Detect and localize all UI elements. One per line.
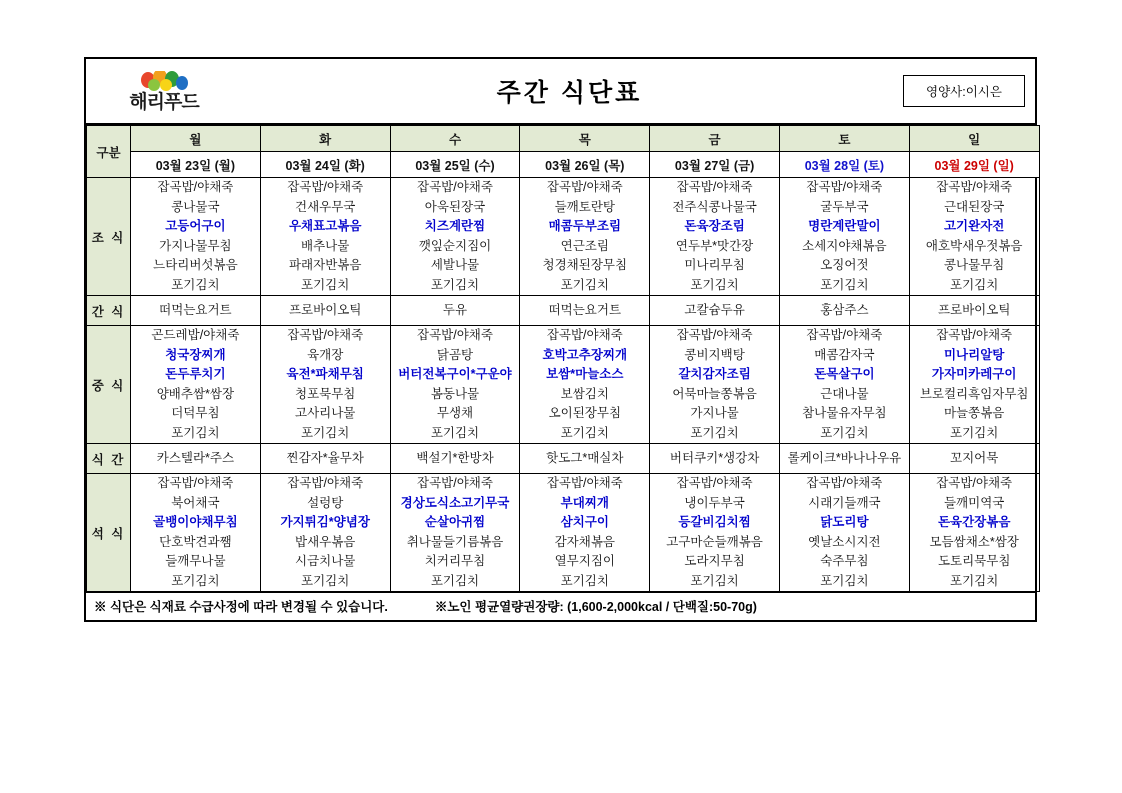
menu-item: 잡곡밥/야채죽: [417, 180, 493, 194]
snack-cell: 백설기*한방차: [390, 444, 520, 474]
menu-item: 콩나물무침: [943, 258, 1005, 272]
meal-cell: [520, 178, 650, 296]
header-date-4: 03월 27일 (금): [650, 152, 780, 178]
menu-item: 육전*파채무침: [286, 367, 364, 381]
menu-item: 포기김치: [560, 573, 609, 588]
menu-item: 잡곡밥/야채죽: [546, 180, 623, 194]
menu-item: 콩비지백탕: [684, 347, 745, 362]
menu-item: 잡곡밥/야채죽: [546, 476, 623, 490]
menu-item: 콩나물국: [171, 199, 220, 214]
menu-item: 청경채된장무침: [542, 258, 628, 272]
header-day-6: 일: [909, 126, 1039, 152]
header-date-2: 03월 25일 (수): [390, 152, 520, 178]
menu-item: 잡곡밥/야채죽: [287, 476, 364, 490]
snack-cell: 찐감자*율무차: [260, 444, 390, 474]
menu-item: 포기김치: [560, 277, 609, 292]
menu-item: 청포묵무침: [295, 386, 356, 401]
meal-cell: [131, 326, 261, 444]
weekly-menu-table: [86, 125, 1040, 592]
menu-item: 돈두루치기: [165, 367, 226, 381]
meal-cell: [650, 178, 780, 296]
header-date-0: 03월 23일 (월): [131, 152, 261, 178]
menu-item: 취나물들기름볶음: [406, 534, 504, 549]
meal-cell: [650, 326, 780, 444]
menu-item: 가자미카레구이: [931, 367, 1017, 381]
menu-item: 깻잎순지짐이: [418, 238, 492, 253]
menu-item: 가지튀김*양념장: [280, 515, 370, 529]
menu-item: 매콤두부조림: [548, 219, 622, 233]
menu-item: 포기김치: [301, 277, 350, 292]
menu-item: 포기김치: [820, 277, 869, 292]
menu-item: 도토리묵무침: [937, 554, 1011, 568]
footer-note-left: ※ 식단은 식재료 수급사정에 따라 변경될 수 있습니다.: [94, 600, 388, 614]
menu-item: 양배추쌈*쌈장: [156, 386, 235, 401]
menu-item: 잡곡밥/야채죽: [676, 328, 753, 342]
menu-item: 포기김치: [171, 573, 220, 588]
meal-cell: [779, 178, 909, 296]
meal-cell: [779, 326, 909, 444]
menu-item: 포기김치: [560, 425, 609, 440]
meal-cell: [520, 474, 650, 592]
company-logo: [86, 71, 236, 112]
menu-item: 돈목살구이: [814, 367, 875, 381]
menu-item: 포기김치: [690, 573, 739, 588]
meal-cell: [390, 178, 520, 296]
menu-item: 호박고추장찌개: [542, 347, 628, 362]
header-date-1: 03월 24일 (화): [260, 152, 390, 178]
menu-item: 갈치감자조림: [678, 367, 751, 381]
menu-item: 마늘쫑볶음: [943, 406, 1005, 420]
menu-item: 포기김치: [171, 425, 220, 440]
menu-item: 잡곡밥/야채죽: [546, 328, 623, 342]
page-title: 주간 식단표: [496, 79, 643, 107]
footer-note: [86, 592, 1035, 620]
menu-item: 육개장: [307, 347, 344, 362]
menu-item: 포기김치: [820, 425, 869, 440]
menu-item: 배추나물: [301, 238, 350, 253]
menu-item: 포기김치: [430, 573, 480, 588]
menu-item: 잡곡밥/야채죽: [157, 476, 234, 490]
menu-item: 도라지무침: [684, 554, 745, 568]
header-day-5: 토: [779, 126, 909, 152]
menu-item: 닭곰탕: [436, 347, 474, 362]
menu-item: 봄동나물: [430, 386, 480, 401]
header-day-1: 화: [260, 126, 390, 152]
menu-item: 북어채국: [171, 495, 220, 510]
menu-item: 가지나물: [690, 406, 739, 420]
snack-cell: 롤케이크*바나나우유: [779, 444, 909, 474]
menu-item: 숙주무침: [820, 554, 869, 568]
menu-item: 포기김치: [820, 573, 869, 588]
menu-item: 연두부*맛간장: [675, 238, 754, 253]
menu-item: 치커리무침: [424, 554, 486, 568]
header-day-2: 수: [390, 126, 520, 152]
menu-item: 단호박견과쨈: [159, 534, 232, 549]
menu-item: 경상도식소고기무국: [400, 495, 510, 510]
snack-cell: 고칼슘두유: [650, 296, 780, 326]
row-label-2: 중 식: [87, 326, 131, 444]
menu-item: 설렁탕: [307, 495, 344, 510]
menu-item: 냉이두부국: [684, 495, 745, 510]
menu-item: 더덕무침: [171, 406, 220, 420]
header-date-6: 03월 29일 (일): [909, 152, 1039, 178]
menu-item: 포기김치: [690, 277, 739, 292]
header-day-4: 금: [650, 126, 780, 152]
meal-cell: [390, 326, 520, 444]
snack-cell: 떠먹는요거트: [131, 296, 261, 326]
meal-cell: [390, 474, 520, 592]
menu-item: 열무지짐이: [554, 554, 615, 568]
snack-cell: 떠먹는요거트: [520, 296, 650, 326]
row-label-1: 간 식: [87, 296, 131, 326]
menu-item: 잡곡밥/야채죽: [417, 328, 493, 342]
menu-item: 들깨무나물: [165, 554, 226, 568]
snack-cell: 버터쿠키*생강차: [650, 444, 780, 474]
menu-item: 고구마순들깨볶음: [666, 534, 763, 549]
menu-item: 포기김치: [430, 277, 480, 292]
menu-item: 포기김치: [690, 425, 739, 440]
snack-cell: 프로바이오틱: [260, 296, 390, 326]
menu-item: 아욱된장국: [424, 199, 486, 214]
footer-note-right: ※노인 평균열량권장량: (1,600-2,000kcal / 단백질:50-70g): [434, 600, 757, 614]
menu-item: 전주식콩나물국: [672, 199, 757, 214]
menu-item: 모듬쌈채소*쌈장: [929, 534, 1019, 549]
menu-item: 골뱅이야채무침: [153, 515, 238, 529]
menu-item: 돈육간장볶음: [937, 515, 1011, 529]
menu-item: 오이된장무침: [548, 406, 622, 420]
menu-item: 순살아귀찜: [424, 515, 486, 529]
menu-item: 잡곡밥/야채죽: [287, 180, 364, 194]
sheet-header: [86, 59, 1035, 125]
menu-item: 옛날소시지전: [808, 534, 881, 549]
menu-item: 미나리무침: [684, 258, 745, 272]
snack-cell: 두유: [390, 296, 520, 326]
menu-item: 시금치나물: [295, 554, 356, 568]
menu-item: 포기김치: [950, 425, 999, 440]
menu-item: 잡곡밥/야채죽: [936, 476, 1013, 490]
menu-item: 잡곡밥/야채죽: [936, 328, 1013, 342]
menu-item: 부대찌개: [560, 495, 609, 510]
menu-item: 고기완자전: [943, 219, 1005, 233]
meal-cell: [260, 326, 390, 444]
menu-item: 잡곡밥/야채죽: [806, 328, 883, 342]
menu-item: 느타리버섯볶음: [153, 258, 238, 272]
nutritionist-label: 영양사:이시은: [903, 75, 1025, 107]
snack-cell: 카스텔라*주스: [131, 444, 261, 474]
menu-item: 잡곡밥/야채죽: [936, 180, 1013, 194]
menu-item: 시래기들깨국: [808, 495, 881, 510]
menu-item: 어묵마늘쫑볶음: [672, 386, 757, 401]
menu-item: 닭도리탕: [820, 515, 869, 529]
menu-item: 고등어구이: [165, 219, 226, 233]
menu-item: 포기김치: [301, 425, 350, 440]
snack-cell: 꼬지어묵: [909, 444, 1039, 474]
meal-cell: [909, 326, 1039, 444]
menu-item: 잡곡밥/야채죽: [676, 180, 753, 194]
menu-item: 잡곡밥/야채죽: [417, 476, 493, 490]
menu-item: 잡곡밥/야채죽: [676, 476, 753, 490]
menu-item: 돈육장조림: [684, 219, 745, 233]
menu-item: 미나리알탕: [943, 347, 1005, 362]
menu-item: 오징어젓: [820, 258, 869, 272]
menu-item: 고사리나물: [295, 406, 356, 420]
menu-item: 잡곡밥/야채죽: [806, 180, 883, 194]
meal-cell: [520, 326, 650, 444]
menu-item: 연근조림: [560, 238, 609, 253]
header-day-3: 목: [520, 126, 650, 152]
snack-cell: 핫도그*매실차: [520, 444, 650, 474]
menu-item: 세발나물: [430, 258, 480, 272]
header-day-0: 월: [131, 126, 261, 152]
menu-item: 근대된장국: [943, 199, 1005, 214]
menu-sheet: [84, 57, 1037, 622]
menu-item: 애호박새우젓볶음: [925, 238, 1023, 253]
menu-item: 감자채볶음: [554, 534, 615, 549]
menu-item: 무생채: [436, 406, 474, 420]
menu-item: 우채표고볶음: [288, 219, 362, 233]
menu-item: 들깨토란탕: [554, 199, 615, 214]
snack-cell: 홍삼주스: [779, 296, 909, 326]
menu-item: 포기김치: [950, 277, 999, 292]
menu-item: 매콤감자국: [814, 347, 875, 362]
menu-item: 잡곡밥/야채죽: [806, 476, 883, 490]
menu-item: 포기김치: [430, 425, 480, 440]
menu-item: 소세지야채볶음: [802, 238, 887, 253]
menu-item: 굴두부국: [820, 199, 869, 214]
menu-item: 청국장찌개: [165, 347, 226, 362]
row-label-3: 식 간: [87, 444, 131, 474]
menu-item: 들깨미역국: [943, 495, 1005, 510]
header-date-5: 03월 28일 (토): [779, 152, 909, 178]
menu-item: 근대나물: [820, 386, 869, 401]
menu-item: 파래자반볶음: [288, 258, 362, 272]
menu-item: 가지나물무침: [159, 238, 232, 253]
menu-item: 등갈비김치찜: [678, 515, 751, 529]
meal-cell: [909, 474, 1039, 592]
menu-item: 보쌈김치: [560, 386, 609, 401]
menu-item: 포기김치: [301, 573, 350, 588]
meal-cell: [260, 474, 390, 592]
header-gubun: 구분: [87, 126, 131, 178]
menu-item: 명란계란말이: [808, 219, 881, 233]
meal-cell: [131, 474, 261, 592]
menu-item: 잡곡밥/야채죽: [287, 328, 364, 342]
meal-cell: [650, 474, 780, 592]
menu-item: 브로컬리흑임자무침: [919, 386, 1029, 401]
row-label-4: 석 식: [87, 474, 131, 592]
meal-cell: [131, 178, 261, 296]
menu-item: 보쌈*마늘소스: [546, 367, 624, 381]
meal-cell: [260, 178, 390, 296]
menu-item: 삼치구이: [560, 515, 609, 529]
menu-item: 참나물유자무침: [802, 406, 887, 420]
meal-cell: [909, 178, 1039, 296]
header-date-3: 03월 26일 (목): [520, 152, 650, 178]
logo-wordmark: 해리푸드: [129, 91, 199, 113]
menu-item: 포기김치: [171, 277, 220, 292]
menu-item: 건새우무국: [295, 199, 356, 214]
menu-item: 잡곡밥/야채죽: [157, 180, 234, 194]
menu-item: 버터전복구이*구운야: [398, 367, 512, 381]
row-label-0: 조 식: [87, 178, 131, 296]
menu-item: 밥새우볶음: [295, 534, 356, 549]
logo-emblem-icon: [112, 71, 216, 95]
snack-cell: 프로바이오틱: [909, 296, 1039, 326]
menu-item: 치즈계란찜: [424, 219, 486, 233]
menu-item: 곤드레밥/야채죽: [151, 328, 240, 342]
menu-item: 포기김치: [950, 573, 999, 588]
meal-cell: [779, 474, 909, 592]
